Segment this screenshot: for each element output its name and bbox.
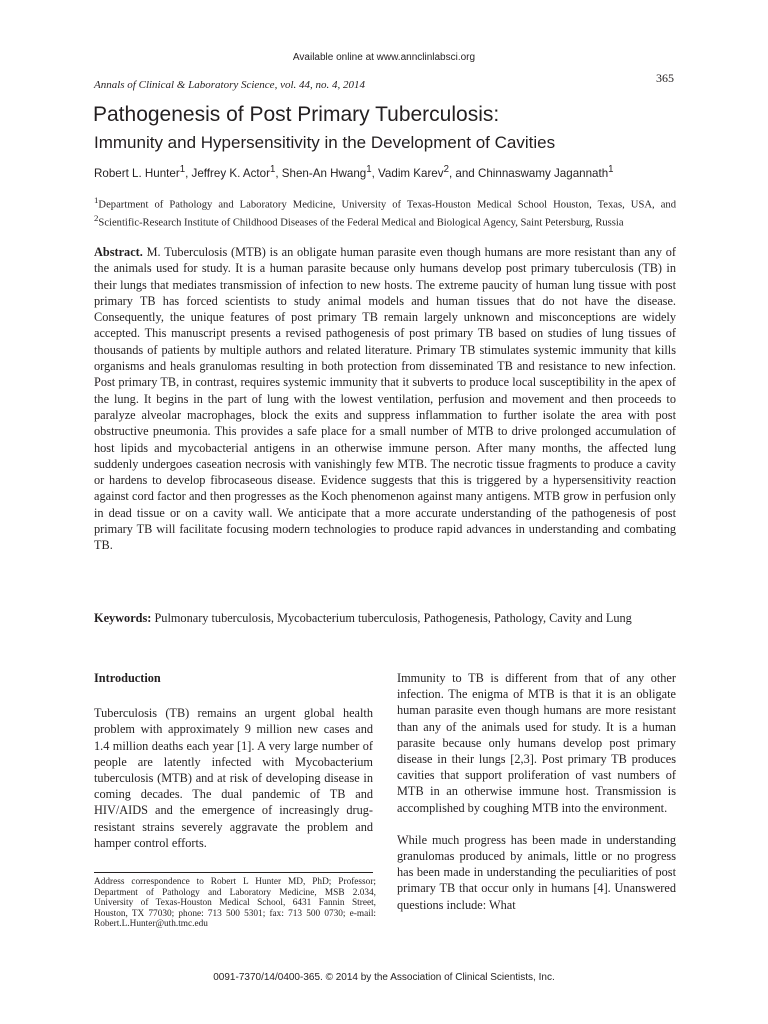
correspondence-footnote: Address correspondence to Robert L Hunter MD, PhD; Professor; Department of Pathology and Laboratory Medicine, MSB 2.034, University of Texas-Houston Medical School, 6431 Fannin Street, Houston, TX 77030; phone: 713 500 5301; fax: 713 500 0730; e-mail: Robert.L.Hunter@uth.tmc.edu — [94, 877, 376, 930]
abstract-text: M. Tuberculosis (MTB) is an obligate human parasite even though humans are more resistant than any of the animals used for study. It is a human parasite because only humans develop post primary tuberculosis (TB) in their lungs that mediates transmission of infection to new hosts. The extreme paucity of human lung tissue with post primary TB has forced scientists to study animal models and human tissues that do not have the disease. Consequently, the unique features of post primary TB remain largely unknown and misconceptions are widely accepted. This manuscript presents a revised pathogenesis of post primary TB based on studies of lung tissues of thousands of patients by multiple authors and related literature. Primary TB stimulates systemic immunity that kills organisms and heals granulomas resulting in both protection from disseminated TB and resistance to new infection. Post primary TB, in contrast, requires systemic immunity that it subverts to produce local susceptibility in the apex of the lung. It begins in the part of lung with the lowest ventilation, perfusion and movement and then proceeds to paralyze alveolar macrophages, block the exits and suppress inflammation to further isolate the area with post obstructive pneumonia. This provides a safe place for a small number of MTB to drive prolonged accumulation of host lipids and mycobacterial antigens in an otherwise immune person. After many months, the affected lung suddenly undergoes caseation necrosis with vanishingly few MTB. The necrotic tissue fragments to produce a cavity or hardens to develop fibrocaseous disease. Evidence suggests that this is triggered by a hypersensitivity reaction against cord factor and then progresses as the Koch phenomenon against many antigens. MTB grow in perfusion only in dead tissue or on a cavity wall. We anticipate that a more accurate understanding of the pathogenesis of post primary TB will facilitate focusing modern technologies to produce rapid advances in understanding and combating TB. — [94, 245, 676, 553]
author-separator: , — [275, 166, 282, 180]
author-affil-sup: 2 — [443, 164, 449, 175]
section-heading-introduction: Introduction — [94, 671, 161, 685]
author-name: Robert L. Hunter — [94, 166, 180, 180]
author-name: Vadim Karev — [378, 166, 444, 180]
keywords — [94, 610, 676, 627]
author-name: Jeffrey K. Actor — [191, 166, 270, 180]
right-column — [397, 670, 676, 913]
author-affil-sup: 1 — [608, 164, 614, 175]
author-affil-sup: 1 — [269, 164, 276, 175]
affil-sup: 1 — [94, 195, 99, 205]
journal-citation: Annals of Clinical & Laboratory Science, vol. 44, no. 4, 2014 — [94, 79, 366, 91]
author-name: Shen-An Hwang — [281, 166, 367, 180]
abstract-label: Abstract. — [94, 245, 143, 259]
author-list — [94, 164, 614, 180]
page-number: 365 — [656, 71, 674, 85]
footnote-divider — [94, 872, 373, 873]
affil-text: Department of Pathology and Laboratory Medicine, University of Texas-Houston Medical School Houston, Texas, USA, and — [98, 199, 676, 211]
article-subtitle: Immunity and Hypersensitivity in the Development of Cavities — [94, 133, 556, 152]
body-paragraph: Tuberculosis (TB) remains an urgent global health problem with approximately 9 million new cases and 1.4 million deaths each year [1]. A very large number of people are latently infected with Mycobacterium tuberculosis (MTB) and at risk of developing disease in coming decades. The dual pandemic of TB and HIV/AIDS and the emergence of increasingly drug-resistant strains severely aggravate the problem and hamper control efforts. — [94, 706, 373, 850]
keywords-label: Keywords: — [94, 611, 152, 625]
affiliations — [94, 194, 676, 230]
author-separator: , — [448, 166, 456, 180]
abstract — [94, 244, 676, 554]
left-column — [94, 670, 373, 851]
author-and: and — [455, 166, 478, 180]
author-affil-sup: 1 — [366, 164, 372, 175]
affil-text: Scientific-Research Institute of Childhood Diseases of the Federal Medical and Biological Agency, Saint Petersburg, Russia — [98, 217, 624, 229]
affil-sup: 2 — [94, 213, 99, 224]
copyright-footer: 0091-7370/14/0400-365. © 2014 by the Association of Clinical Scientists, Inc. — [213, 972, 555, 983]
author-affil-sup: 1 — [179, 164, 186, 175]
article-title: Pathogenesis of Post Primary Tuberculosis: — [93, 103, 500, 126]
author-separator: , — [371, 166, 379, 180]
availability-line: Available online at www.annclinlabsci.org — [292, 52, 476, 63]
body-paragraph: Immunity to TB is different from that of any other infection. The enigma of MTB is that it is an obligate human parasite even though humans are more resistant than any of the animals used for study. It is a human parasite because only humans develop post primary disease in their lungs [2,3]. Post primary TB produces cavities that support proliferation of vast numbers of MTB in an otherwise immune host. Transmission is accomplished by coughing MTB into the environment. — [397, 671, 676, 815]
author-name: Chinnaswamy Jagannath — [477, 166, 609, 180]
author-separator: , — [185, 166, 192, 180]
body-paragraph: While much progress has been made in understanding granulomas produced by animals, little or no progress has been made in understanding the peculiarities of post primary TB that occur only in humans [4]. Unanswered questions include: What — [397, 832, 676, 912]
keywords-text: Pulmonary tuberculosis, Mycobacterium tuberculosis, Pathogenesis, Pathology, Cavity and Lung — [151, 611, 632, 625]
